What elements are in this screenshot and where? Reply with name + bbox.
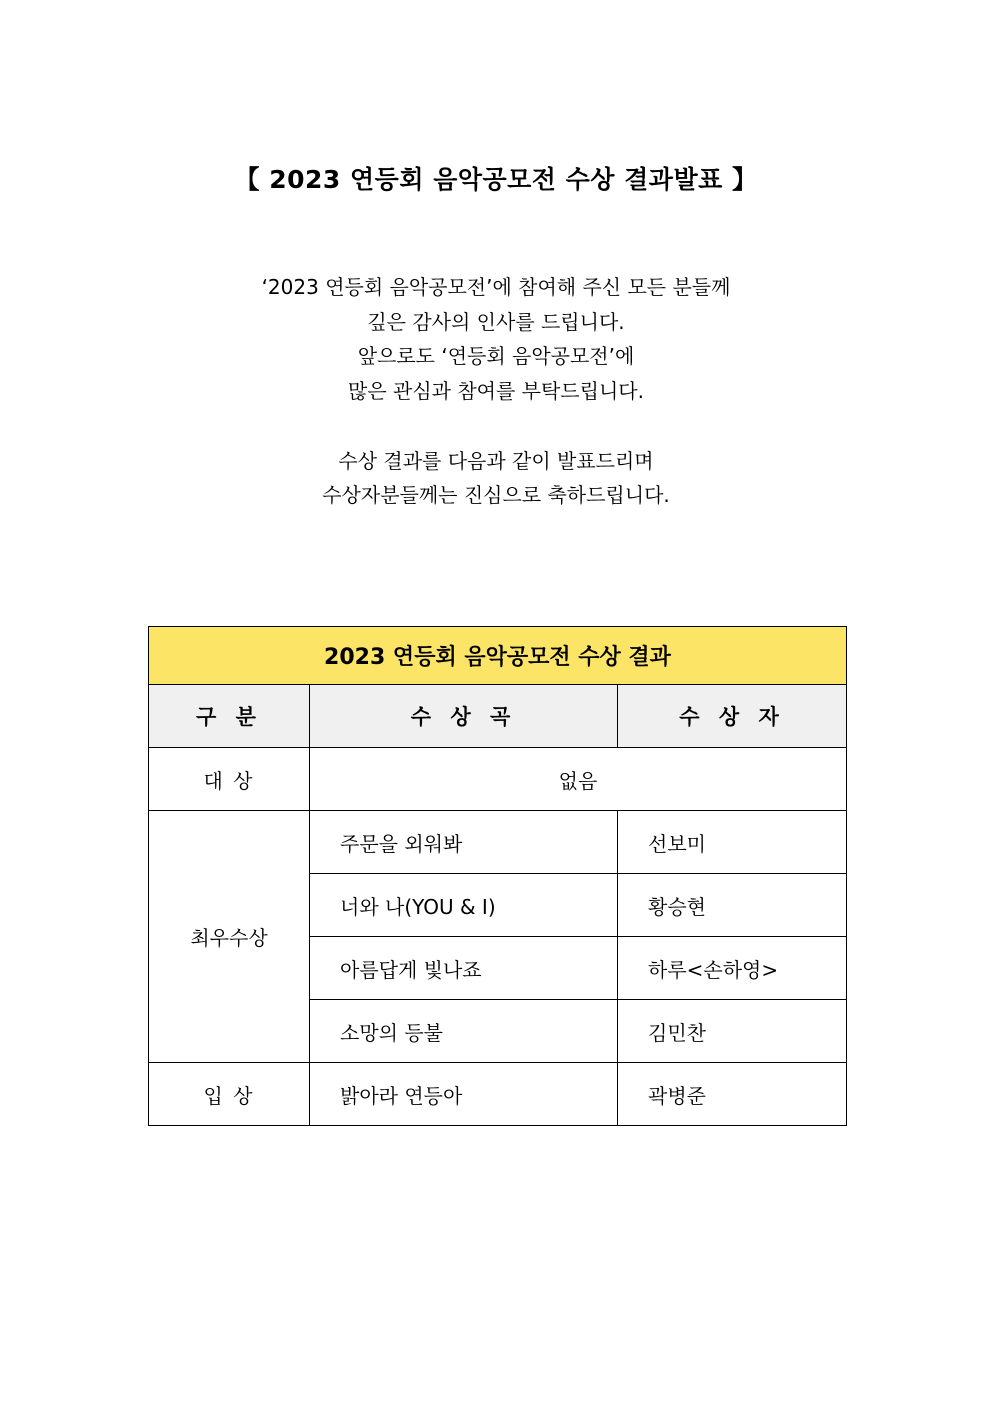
header-song: 수 상 곡 [310, 685, 618, 748]
intro-line: 수상 결과를 다음과 같이 발표드리며 [338, 448, 654, 473]
category-grand-prize: 대 상 [149, 748, 310, 811]
table-header-row [149, 685, 847, 748]
song-cell: 밝아라 연등아 [310, 1063, 618, 1126]
intro-line: ‘2023 연등회 음악공모전’에 참여해 주신 모든 분들께 [261, 275, 731, 299]
document-title: 【 2023 연등회 음악공모전 수상 결과발표 】 [234, 165, 758, 194]
intro-line: 수상자분들께는 진심으로 축하드립니다. [322, 483, 670, 508]
winner-cell: 곽병준 [618, 1063, 847, 1126]
category-honorable: 입 상 [149, 1063, 310, 1126]
winner-cell: 선보미 [618, 811, 847, 874]
header-winner: 수 상 자 [618, 685, 847, 748]
grand-prize-value: 없음 [310, 748, 847, 811]
song-cell: 아름답게 빛나죠 [310, 937, 618, 1000]
winner-cell: 김민찬 [618, 1000, 847, 1063]
winner-cell: 하루<손하영> [618, 937, 847, 1000]
table-title: 2023 연등회 음악공모전 수상 결과 [149, 627, 847, 685]
results-table [148, 626, 847, 1126]
table-row [149, 1063, 847, 1126]
song-cell: 소망의 등불 [310, 1000, 618, 1063]
table-row [149, 748, 847, 811]
intro-line: 깊은 감사의 인사를 드립니다. [367, 309, 625, 334]
paragraph-gap [0, 409, 992, 444]
song-cell: 너와 나(YOU & I) [310, 874, 618, 937]
intro-line: 앞으로도 ‘연등회 음악공모전’에 [357, 344, 635, 369]
table-title-row [149, 627, 847, 685]
table-row [149, 811, 847, 874]
intro-text [0, 270, 992, 513]
header-category: 구 분 [149, 685, 310, 748]
intro-line: 많은 관심과 참여를 부탁드립니다. [348, 379, 644, 404]
category-excellence: 최우수상 [149, 811, 310, 1063]
song-cell: 주문을 외워봐 [310, 811, 618, 874]
winner-cell: 황승현 [618, 874, 847, 937]
